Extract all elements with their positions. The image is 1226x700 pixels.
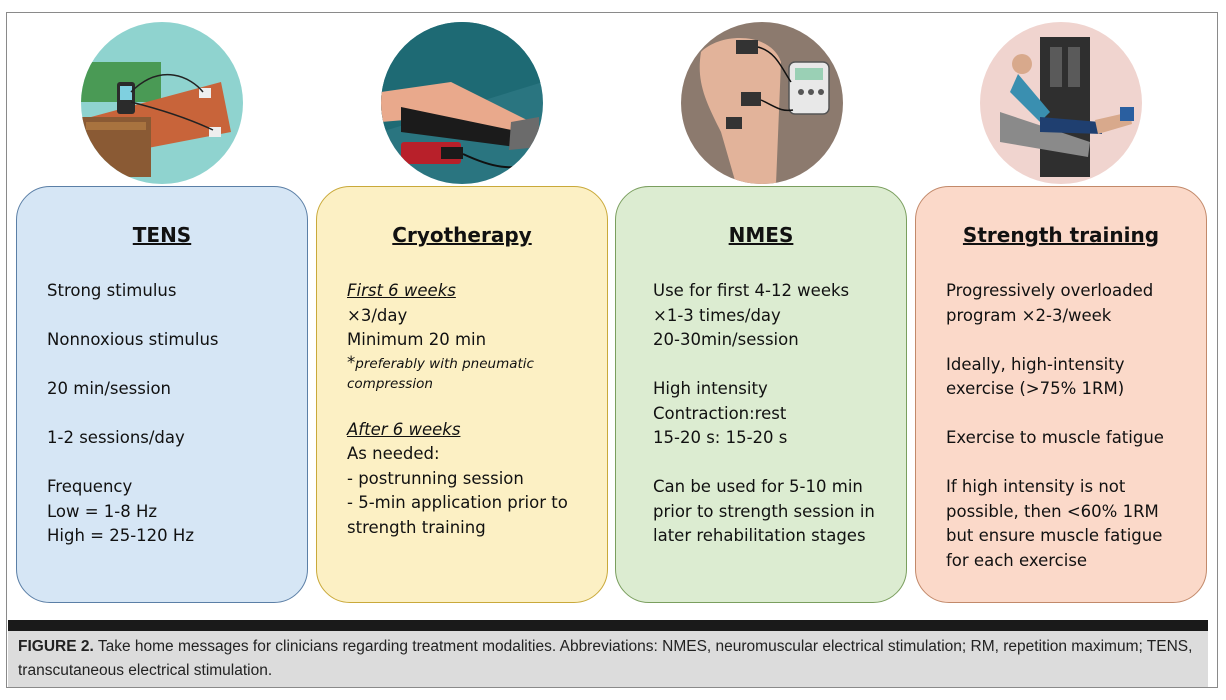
- tens-line: 20 min/session: [47, 379, 171, 398]
- tens-line: Strong stimulus: [47, 281, 177, 300]
- tens-line: Low = 1-8 Hz: [47, 501, 158, 521]
- strength-line: Ideally, high-intensity exercise (>75% 1RM): [946, 354, 1125, 398]
- cryo-line: - 5-min application prior to strength training: [347, 493, 568, 537]
- cryo-line: As needed:: [347, 444, 440, 463]
- cryo-line: Minimum 20 min: [347, 330, 487, 349]
- tens-line: 1-2 sessions/day: [47, 428, 185, 447]
- cryo-note-text: preferably with pneumatic compression: [347, 355, 534, 392]
- cryo-subheading: First 6 weeks: [347, 281, 456, 300]
- cryotherapy-illustration: [381, 22, 543, 184]
- strength-training-illustration: [980, 22, 1142, 184]
- cryotherapy-card: [316, 186, 608, 603]
- tens-card: [16, 186, 308, 603]
- tens-illustration: [81, 22, 243, 184]
- tens-line: Frequency: [47, 477, 133, 496]
- cryo-line: ×3/day: [347, 305, 408, 325]
- nmes-line: 15-20 s: 15-20 s: [653, 428, 788, 447]
- nmes-line: ×1-3 times/day: [653, 305, 781, 325]
- nmes-illustration: [681, 22, 843, 184]
- caption-label: FIGURE 2.: [18, 638, 94, 655]
- tens-line: Nonnoxious stimulus: [47, 330, 219, 349]
- tens-line: High = 25-120 Hz: [47, 526, 194, 545]
- caption-text: Take home messages for clinicians regarding treatment modalities. Abbreviations: NMES, neuromuscular electrical stimulation; RM, repetition maximum; TENS, transcutaneous electrical stimulation.: [18, 638, 1193, 679]
- cryo-line: - postrunning session: [347, 468, 524, 488]
- strength-line: If high intensity is not possible, then <60% 1RM but ensure muscle fatigue for each exercise: [946, 477, 1163, 570]
- cryo-note-star: *: [347, 352, 356, 372]
- nmes-line: Contraction:rest: [653, 403, 787, 423]
- nmes-line: 20-30min/session: [653, 330, 799, 349]
- cryo-note: [347, 353, 577, 394]
- cryo-subheading: After 6 weeks: [347, 419, 461, 439]
- caption-divider: [8, 620, 1208, 631]
- tens-title: TENS: [132, 223, 192, 247]
- nmes-line: Can be used for 5-10 min prior to strength session in later rehabilitation stages: [653, 477, 875, 545]
- cryotherapy-title: Cryotherapy: [392, 223, 532, 247]
- nmes-line: Use for first 4-12 weeks: [653, 281, 850, 300]
- strength-training-card: [915, 186, 1207, 603]
- nmes-card: [615, 186, 907, 603]
- strength-training-title: Strength training: [962, 223, 1160, 247]
- strength-line: Exercise to muscle fatigue: [946, 428, 1164, 447]
- figure-caption: [8, 631, 1208, 687]
- nmes-line: High intensity: [653, 379, 768, 398]
- nmes-title: NMES: [728, 223, 794, 247]
- strength-line: Progressively overloaded program ×2-3/week: [946, 281, 1154, 325]
